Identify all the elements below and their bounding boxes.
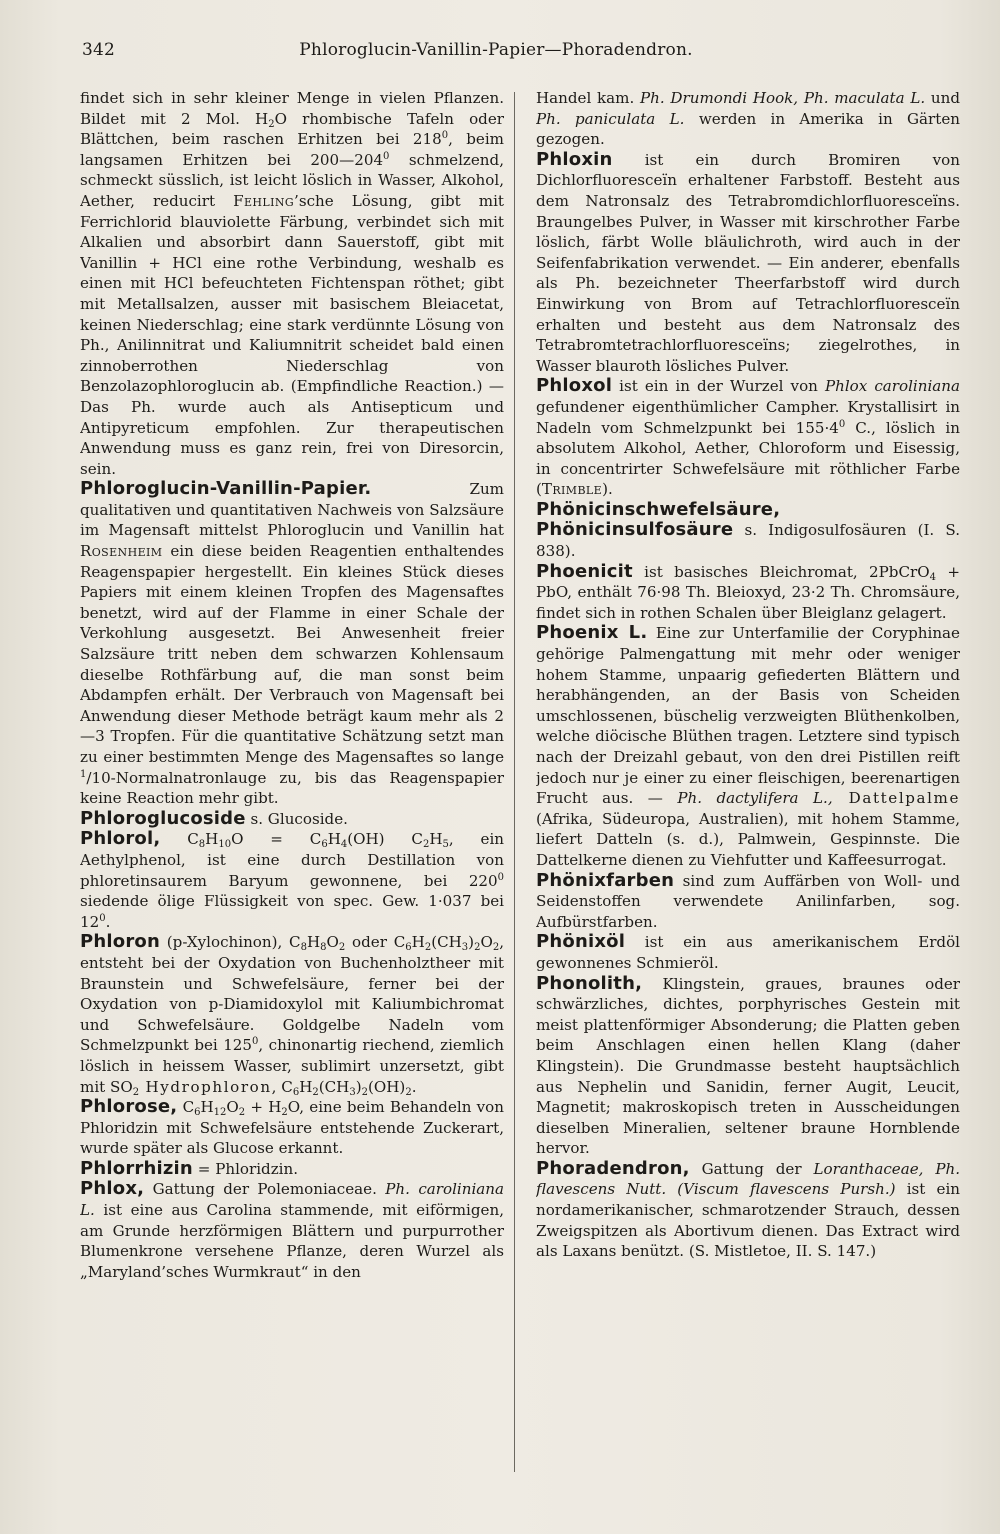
entry-phlox [80, 1179, 504, 1282]
text-run: Hydrophloron [139, 1077, 272, 1096]
text-run: 0 [838, 418, 846, 430]
text-run: ist ein nordamerikanischer, schmarotzender Strauch, dessen Zweigspitzen als Abortivum dienen. Das Extract wird als Laxans benützt. (S. Mistletoe, II. S. 147.) [536, 1180, 960, 1261]
text-run: (p-Xylochinon), C [160, 933, 301, 952]
headword: Phloxin [536, 148, 613, 170]
text-run: = Phloridzin. [192, 1159, 298, 1178]
author-trimble: Trimble [541, 480, 603, 499]
text-run: H [411, 933, 425, 952]
text-run: Gattung der Polemoniaceae. [144, 1180, 386, 1199]
headword: Phoenicit [536, 560, 633, 582]
text-run: C., löslich in absolutem Alkohol, Aether, Chloroform und Eisessig, in concentrirter Schwefelsäure mit röthlicher Farbe ( [536, 418, 960, 499]
text-run: O [226, 1098, 239, 1117]
entry-phloroglucin-continued [80, 88, 504, 479]
text-run: ist ein in der Wurzel von [612, 377, 825, 396]
text-run: O = C [231, 830, 322, 849]
right-column [536, 88, 960, 1478]
text-run: 3 [349, 1086, 356, 1098]
text-run: Phlox caroliniana [824, 377, 960, 396]
text-run: 6 [321, 839, 328, 851]
text-run: 2 [361, 1086, 368, 1098]
headword: Phoenix L. [536, 622, 648, 644]
text-run: 0 [99, 912, 106, 924]
text-run: ist ein aus amerikanischem Erdöl gewonnenes Schmieröl. [536, 933, 960, 972]
author-rosenheim: Rosenheim [80, 542, 163, 561]
text-run: 8 [198, 839, 206, 851]
text-run: 2 [492, 942, 500, 954]
text-run: H [200, 1098, 214, 1117]
headword: Phlorose, [80, 1096, 178, 1118]
text-run: werden in Amerika in Gärten gezogen. [536, 109, 960, 149]
text-run: (CH [431, 933, 462, 952]
headword: Phlorol, [80, 828, 161, 850]
text-run: 6 [292, 1086, 300, 1098]
text-run: ’sche Lösung, gibt mit Ferrichlorid blauviolette Färbung, verbindet sich mit Alkalien und absorbirt dann Sauerstoff, gibt mit Vanillin + HCl eine rothe Verbindung, weshalb es einen mit HCl befeuchteten Fichtenspan röthet; gibt mit Metallsalzen, ausser mit basischem Bleiacetat, keinen Niederschlag; eine stark verdünnte Lösung von Ph., Anilinnitrat und Kaliumnitrit scheidet bald einen zinnoberrothen Niederschlag von Benzolazophloroglucin ab. (Empfindliche Reaction.) — Das Ph. wurde auch als Antisepticum und Antipyreticum empfohlen. Zur therapeutischen Anwendung muss es ganz rein, frei von Diresorcin, sein. [80, 191, 504, 478]
text-run: 0 [383, 150, 390, 162]
text-run: , ein Aethylphenol, ist eine durch Destillation von phloretinsaurem Baryum gewonnene, bei 220 [80, 830, 504, 890]
text-run: Ph. dactylifera L., [677, 789, 833, 808]
author-fehling: Fehling [233, 191, 295, 210]
text-run: 2 [132, 1086, 140, 1098]
headword: Phoradendron, [536, 1157, 690, 1179]
headword: Phloxol [536, 375, 613, 397]
entry-phloron [80, 932, 504, 1097]
text-run: schmelzend, schmeckt süsslich, ist leicht löslich in Wasser, Alkohol, Aether, reducirt [80, 150, 504, 210]
text-run: 3 [461, 942, 469, 954]
text-run: findet sich in sehr kleiner Menge in vielen Pflanzen. Bildet mit 2 Mol. H [80, 89, 504, 128]
text-run: 2 [338, 942, 346, 954]
text-run: sind zum Auffärben von Woll- und Seidenstoffen verwendete Anilinfarben, sog. Aufbürstfarben. [536, 871, 960, 931]
text-run: H [299, 1077, 313, 1096]
text-run: gefundener eigenthümlicher Campher. Krystallisirt in Nadeln vom Schmelzpunkt bei 155·4 [536, 397, 960, 437]
text-run: Gattung der [689, 1159, 814, 1178]
text-run: , eine beim Behandeln von Phloridzin mit Schwefelsäure entstehende Zuckerart, wurde später als Glucose erkannt. [80, 1098, 504, 1158]
headword: Phönixöl [536, 931, 626, 953]
text-run: C [160, 830, 199, 849]
text-run: H [205, 830, 219, 849]
text-run: 4 [340, 839, 348, 851]
entry-phloroglucin-vanillin-papier [80, 479, 504, 809]
page-number: 342 [82, 40, 116, 60]
text-run: 2 [268, 118, 275, 130]
text-run: -Normalnatronlauge zu, bis das Reagenspapier keine Reaction mehr gibt. [80, 768, 504, 808]
text-run: O [287, 1098, 300, 1117]
headword: Phonolith, [536, 972, 643, 994]
text-run: s. Glucoside. [245, 809, 348, 828]
left-column [80, 88, 504, 1478]
text-run: s. Indigosulfosäuren (I. S. 838). [536, 521, 960, 561]
text-run: + H [245, 1098, 282, 1117]
text-run: ist ein durch Bromiren von Dichlorfluoresceïn erhaltener Farbstoff. Besteht aus dem Natronsalz des Tetrabromdichlorfluoresceïns. Braungelbes Pulver, in Wasser mit kirschrother Farbe löslich, färbt Wolle bläulichroth, wird auch in der Seifenfabrikation verwendet. — Ein anderer, ebenfalls als Ph. bezeichneter Theerfarbstoff wird durch Einwirkung von Brom auf Tetrachlorfluoresceïn erhalten und besteht aus dem Natronsalz des Tetrabromtetrachlorfluoresceïns; ziegelrothes, in Wasser blauroth lösliches Pulver. [536, 150, 960, 375]
headword: Phloroglucin-Vanillin-Papier. [80, 478, 372, 500]
text-run: O rhombische Tafeln oder Blättchen, beim raschen Erhitzen bei 218 [80, 109, 504, 149]
text-run: 2 [312, 1086, 319, 1098]
text-run: ein diese beiden Reagentien enthaltendes Reagenspapier hergestellt. Ein kleines Stück dieses Papiers mit einem kleinen Tropfen des Magensaftes benetzt, wird auf der Flamme in einer Schale der Verkohlung ausgesetzt. Bei Anwesenheit freier Salzsäure tritt neben dem schwarzen Kohlensaum dieselbe Rothfärbung auf, die man sonst beim Abdampfen erhält. Der Verbrauch von Magensaft bei Anwendung dieser Methode beträgt kaum mehr als 2—3 Tropfen. Für die quantitative Schätzung setzt man zu einer bestimmten Menge des Magensaftes so lange [80, 542, 504, 766]
entry-phoenicinschwefelsaeure [536, 500, 960, 562]
text-run: , C [271, 1077, 293, 1096]
entry-phoenicit [536, 562, 960, 624]
text-run: Ph. paniculata L. [536, 109, 685, 128]
text-run: Loranthaceae, Ph. flavescens Nutt. (Viscum flavescens Pursh.) [536, 1159, 960, 1199]
text-run: 6 [194, 1107, 201, 1119]
text-run: Klingstein, graues, braunes oder schwärzliches, dichtes, porphyrisches Gestein mit meist plattenförmiger Absonderung; die Platten geben beim Anschlagen einen hellen Klang (daher Klingstein). Die Grundmasse besteht hauptsächlich aus Nephelin und Sanidin, ferner Augit, Leucit, Magnetit; makroskopisch treten in Ausscheidungen dieselben Mineralien, seltener braune Hornblende hervor. [536, 974, 960, 1158]
text-run: Handel kam. [536, 89, 641, 107]
text-run: 4 [929, 571, 936, 583]
text-run: 2 [238, 1107, 246, 1119]
text-run: 8 [300, 942, 307, 954]
entry-phlorose [80, 1097, 504, 1159]
entry-phoenixfarben [536, 871, 960, 933]
text-run: Eine zur Unterfamilie der Coryphinae gehörige Palmengattung mit mehr oder weniger hohem Stamme, unpaarig gefiederten Blättern und herabhängenden, an der Basis von Scheiden umschlossenen, büschelig verzweigten Blüthenkolben, welche diöcische Blüthen tragen. Letztere sind typisch nach der Dreizahl gebaut, von den drei Pistillen reift jedoch nur je einer zu einer fleischigen, beerenartigen Frucht aus. — [536, 624, 960, 808]
text-run: 2 [281, 1107, 288, 1119]
headword: Phönicinschwefelsäure, Phönicinsulfosäure [536, 498, 781, 541]
text-run: 12 [213, 1107, 227, 1119]
text-run: (OH) [368, 1077, 406, 1096]
headword: Phönixfarben [536, 869, 675, 891]
text-run: ). [602, 480, 613, 499]
text-run: 2 [424, 942, 432, 954]
entry-phlorol [80, 829, 504, 932]
text-run: , chinonartig riechend, ziemlich löslich in heissem Wasser, sublimirt unzersetzt, gibt mit SO [80, 1036, 504, 1096]
entry-phlox-continued [536, 88, 960, 150]
text-run: (Afrika, Südeuropa, Australien), mit hohem Stamme, liefert Datteln (s. d.), Palmwein, Gespinnste. Die Dattelkerne dienen zu Viehfutter und Kaffeesurrogat. [536, 809, 960, 869]
text-run: 0 [252, 1036, 259, 1048]
text-run: (CH [318, 1077, 350, 1096]
entry-phloxin [536, 150, 960, 377]
entry-phloroglucoside [80, 809, 504, 830]
text-run: H [327, 830, 341, 849]
text-run: siedende ölige Flüssigkeit von spec. Gew. 1·037 bei 12 [80, 892, 504, 931]
entry-phlorrhizin [80, 1159, 504, 1180]
entry-phoenixoel [536, 932, 960, 973]
text-run: 5 [442, 839, 449, 851]
text-run: und [925, 89, 960, 107]
text-run: Ph. Drumondi Hook, Ph. maculata L. [640, 89, 926, 107]
text-run: ) [468, 933, 475, 952]
text-run: 0 [441, 130, 449, 142]
text-run: 1 [80, 768, 87, 780]
text-run: + PbO, enthält 76·98 Th. Bleioxyd, 23·2 Th. Chromsäure, findet sich in rothen Schalen über Bleiglanz gelagert. [536, 562, 960, 622]
text-run: Ph. caroliniana L. [80, 1180, 504, 1220]
text-run: ist basisches Bleichromat, 2PbCrO [632, 562, 930, 581]
headword: Phlox, [80, 1178, 145, 1200]
text-run: 2 [474, 942, 481, 954]
text-run: , entsteht bei der Oxydation von Buchenholztheer mit Braunstein und Schwefelsäure, ferner bei der Oxydation von p-Diamidoxylol mit Kaliumbichromat und Schwefelsäure. Goldgelbe Nadeln vom Schmelzpunkt bei 125 [80, 933, 504, 1055]
running-head [82, 40, 910, 66]
entry-phoradendron [536, 1159, 960, 1262]
text-run: 2 [422, 839, 430, 851]
text-run: C [177, 1098, 195, 1117]
text-run: H [306, 933, 321, 952]
text-run: ist eine aus Carolina stammende, mit eiförmigen, am Grunde herzförmigen Blättern und purpurrother Blumenkrone versehene Pflanze, deren Wurzel als „Maryland’sches Wurmkraut“ in den [80, 1201, 504, 1281]
text-run: 6 [405, 942, 412, 954]
text-run: 2 [405, 1086, 412, 1098]
text-run: oder C [345, 933, 406, 952]
text-run: Zum qualitativen und quantitativen Nachweis von Salzsäure im Magensaft mittelst Phloroglucin und Vanillin hat [80, 480, 504, 540]
headword: Phloroglucoside [80, 807, 246, 829]
text-run: (OH) C [347, 830, 423, 849]
text-run: . [105, 912, 111, 931]
text-run: , beim langsamen Erhitzen bei 200—204 [80, 130, 504, 169]
text-run: 0 [497, 871, 504, 883]
text-run: Dattelpalme [832, 789, 960, 808]
column-rule [514, 92, 515, 1472]
headword: Phloron [80, 931, 161, 953]
text-run: ) [355, 1077, 362, 1096]
running-title: Phloroglucin-Vanillin-Papier—Phoradendron. [299, 40, 693, 60]
text-run: O [480, 933, 493, 952]
text-run: 10 [218, 839, 232, 851]
entry-phloxol [536, 376, 960, 500]
entry-phoenix [536, 623, 960, 870]
text-run: /10 [86, 768, 111, 787]
text-run: . [411, 1077, 417, 1096]
entry-phonolith [536, 974, 960, 1159]
headword: Phlorrhizin [80, 1157, 193, 1179]
text-run: 8 [320, 942, 327, 954]
text-run: H [429, 830, 443, 849]
text-run: O [326, 933, 339, 952]
